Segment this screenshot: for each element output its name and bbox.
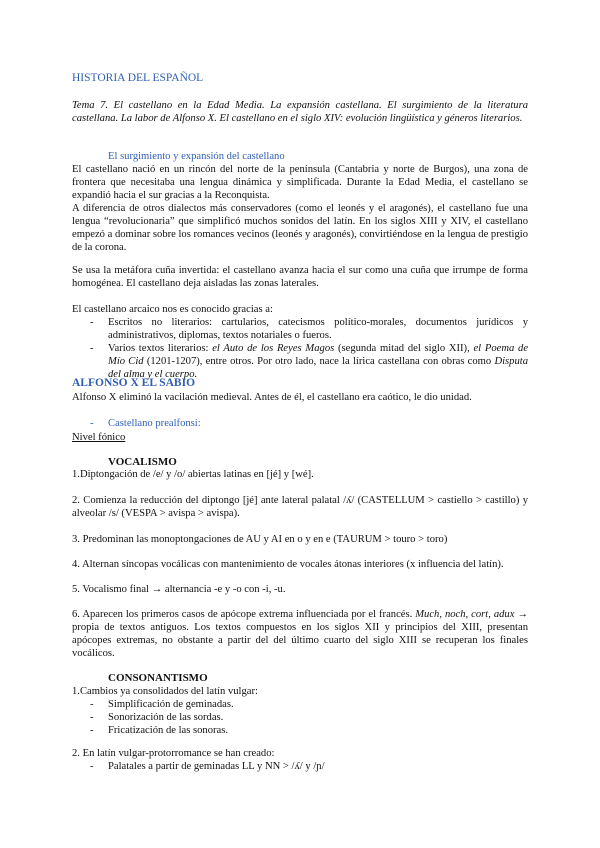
vocalismo-item-3: 3. Predominan las monoptongaciones de AU y AI en o y en e (TAURUM > touro > toro) — [72, 534, 448, 545]
vocalismo-item-4: 4. Alternan síncopas vocálicas con mantenimiento de vocales átonas interiores (x influencia del latín). — [72, 559, 504, 570]
consonantismo-item-2: 2. En latín vulgar-protorromance se han creado: — [72, 748, 275, 759]
consonantismo-item-1: 1.Cambios ya consolidados del latín vulgar: — [72, 686, 258, 697]
vocalismo-item-6: 6. Aparecen los primeros casos de apócope extrema influenciada por el francés. Much, noch, cort, adux → propia de textos antiguos. Los textos compuestos en los siglos XII y principios del XIII, presentan apócopes extremas, no obstante a partir del del último cuarto del siglo XIII se recuperan los finales vocálicos. — [72, 609, 528, 659]
list-fuentes — [72, 316, 528, 381]
paragraph-alfonso: Alfonso X eliminó la vacilación medieval. Antes de él, el castellano era caótico, le dio unidad. — [72, 392, 472, 403]
paragraph-arcaico: El castellano arcaico nos es conocido gracias a: — [72, 304, 273, 315]
list-item: - Palatales a partir de geminadas LL y NN > /ʎ/ y /ɲ/ — [72, 760, 528, 773]
doc-title: HISTORIA DEL ESPAÑOL — [72, 72, 204, 84]
list-item: - Sonorización de las sordas. — [72, 711, 528, 724]
list-item: - Castellano prealfonsí: — [72, 417, 528, 430]
list-item: - Escritos no literarios: cartularios, catecismos político-morales, documentos jurídicos y administrativos, diplomas, textos notariales o fueros. — [72, 316, 528, 342]
section-heading-alfonso: ALFONSO X EL SABIO — [72, 377, 196, 389]
consonantismo-heading: CONSONANTISMO — [108, 672, 208, 684]
list-item: - Varios textos literarios: el Auto de los Reyes Magos (segunda mitad del siglo XII), el Poema de Mío Cid (1201-1207), entre otros. Por otro lado, nace la lírica castellana con obras como Disputa del alma y el cuerpo. — [72, 342, 528, 381]
paragraph-diferencia: A diferencia de otros dialectos más conservadores (como el leonés y el aragonés), el castellano fue una lengua “revolucionaria” que simplificó muchos sonidos del latín. En los siglos XIII y XIV, el castellano empezó a dominar sobre los romances vecinos (leonés y aragonés), convirtiéndose en la lengua de prestigio de la corona. — [72, 203, 528, 253]
section-heading-surgimiento: El surgimiento y expansión del castellano — [108, 151, 285, 162]
list-cambios — [72, 698, 528, 737]
topic-line: Tema 7. El castellano en la Edad Media. La expansión castellana. El surgimiento de la literatura castellana. La labor de Alfonso X. El castellano en el siglo XIV: evolución lingüística y géneros literarios. — [72, 100, 528, 124]
nivel-fonico-label: Nivel fónico — [72, 432, 126, 443]
list-prealfonsi — [72, 417, 528, 430]
list-palatales — [72, 760, 528, 773]
paragraph-metafora: Se usa la metáfora cuña invertida: el castellano avanza hacia el sur como una cuña que irrumpe de forma homogénea. El castellano deja aisladas las zonas laterales. — [72, 265, 528, 289]
vocalismo-item-5: 5. Vocalismo final → alternancia -e y -o con -i, -u. — [72, 584, 286, 595]
list-item: - Fricatización de las sonoras. — [72, 724, 528, 737]
list-item: - Simplificación de geminadas. — [72, 698, 528, 711]
paragraph-origen: El castellano nació en un rincón del norte de la península (Cantabria y norte de Burgos), una zona de frontera que necesitaba una lengua dinámica y simplificada. Durante la Edad Media, el castellano se expandió hacia el sur gracias a la Reconquista. — [72, 164, 528, 201]
vocalismo-item-2: 2. Comienza la reducción del diptongo [jé] ante lateral palatal /ʎ/ (CASTELLUM > castiello > castillo) y alveolar /s/ (VESPA > avispa > avispa). — [72, 495, 528, 519]
vocalismo-heading: VOCALISMO — [108, 456, 177, 468]
vocalismo-item-1: 1.Diptongación de /e/ y /o/ abiertas latinas en [jé] y [wé]. — [72, 469, 314, 480]
